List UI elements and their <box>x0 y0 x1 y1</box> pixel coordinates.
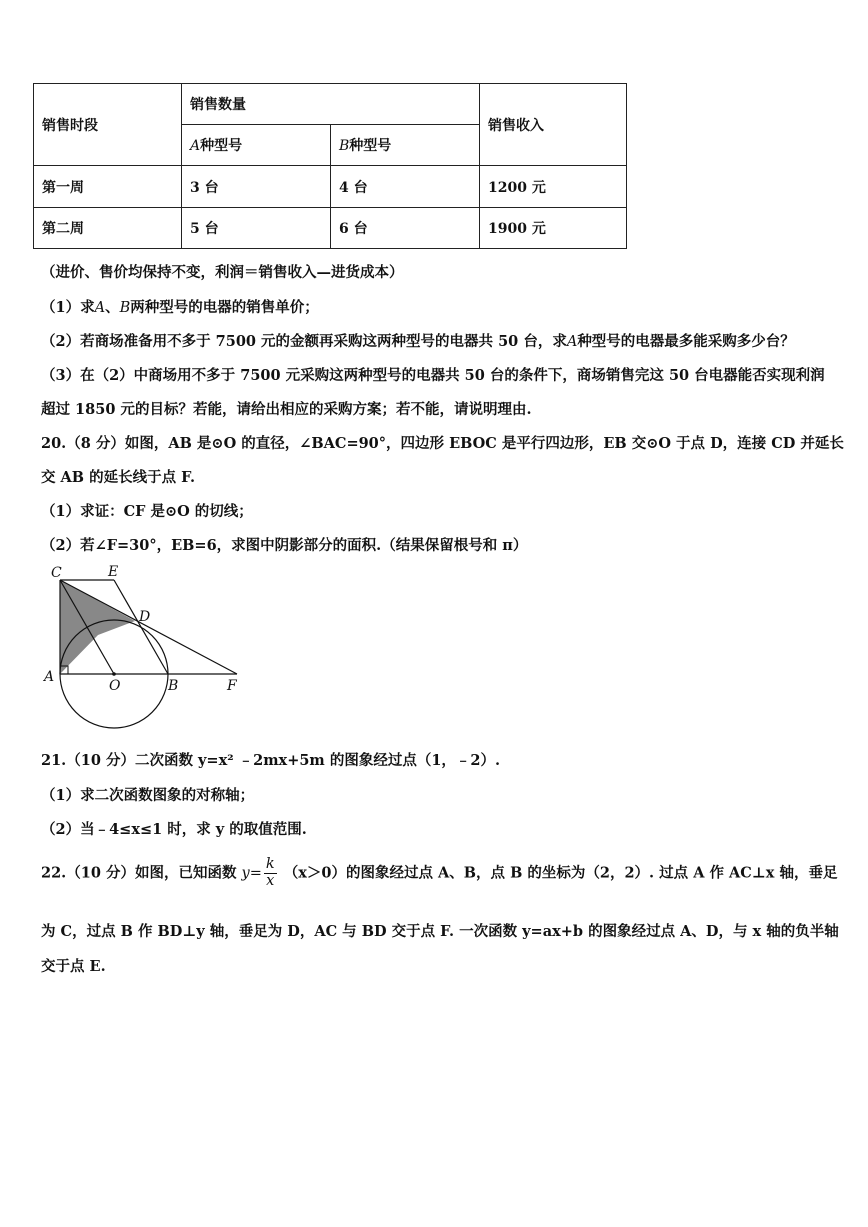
q20-stem-line2: 交 AB 的延长线于点 F. <box>41 469 196 486</box>
sales-table <box>33 83 627 249</box>
label-d: D <box>139 609 151 625</box>
q22-stem-line2: 为 C，过点 B 作 BD⊥y 轴，垂足为 D，AC 与 BD 交于点 F. 一次函数 y=ax+b 的图象经过点 A、D，与 x 轴的负半轴 <box>41 923 839 940</box>
fraction-k-over-x: $\frac{k}{x}$ <box>265 856 275 889</box>
cell-b: 6 台 <box>331 208 480 249</box>
q22-stem-line1: 22.（10 分）如图，已知函数 y= $\frac{k}{x}$ （x＞0）的图象经过点 A、B，点 B 的坐标为（2，2）. 过点 A 作 AC⊥x 轴，垂足 <box>41 856 838 889</box>
q19-part1: （1）求A、B两种型号的电器的销售单价； <box>41 299 319 316</box>
label-e: E <box>108 564 119 580</box>
cell-a: 5 台 <box>182 208 331 249</box>
label-a: A <box>44 669 55 685</box>
cell-b: 4 台 <box>331 166 480 208</box>
label-c: C <box>51 565 62 581</box>
q19-part3-line2: 超过 1850 元的目标？若能，请给出相应的采购方案；若不能，请说明理由. <box>41 401 532 418</box>
header-qty: 销售数量 <box>182 84 480 125</box>
q19-part3-line1: （3）在（2）中商场用不多于 7500 元采购这两种型号的电器共 50 台的条件下，商场销售完这 50 台电器能否实现利润 <box>41 367 825 384</box>
geometry-diagram <box>38 560 248 735</box>
cell-a: 3 台 <box>182 166 331 208</box>
label-b: B <box>168 678 179 694</box>
center-point <box>112 672 116 676</box>
q22-stem-line3: 交于点 E. <box>41 958 106 975</box>
header-type-a: A种型号 <box>182 125 331 166</box>
table-row <box>34 208 627 249</box>
header-type-b: B种型号 <box>331 125 480 166</box>
q21-part1: （1）求二次函数图象的对称轴； <box>41 787 255 804</box>
cell-income: 1200 元 <box>480 166 627 208</box>
cell-period: 第二周 <box>34 208 182 249</box>
label-f: F <box>227 678 237 694</box>
header-income: 销售收入 <box>480 84 627 166</box>
table-row <box>34 166 627 208</box>
header-period: 销售时段 <box>34 84 182 166</box>
q20-part2: （2）若∠F=30°，EB=6，求图中阴影部分的面积.（结果保留根号和 π） <box>41 537 528 554</box>
segment-eb <box>114 580 168 674</box>
cell-period: 第一周 <box>34 166 182 208</box>
q21-part2: （2）当﹣4≤x≤1 时，求 y 的取值范围. <box>41 821 307 838</box>
cell-income: 1900 元 <box>480 208 627 249</box>
label-o: O <box>109 678 121 694</box>
q19-note: （进价、售价均保持不变，利润＝销售收入—进货成本） <box>41 264 404 281</box>
shaded-region <box>60 580 135 674</box>
q19-part2: （2）若商场准备用不多于 7500 元的金额再采购这两种型号的电器共 50 台，求A种型号的电器最多能采购多少台？ <box>41 333 795 350</box>
q20-stem-line1: 20.（8 分）如图，AB 是⊙O 的直径，∠BAC=90°，四边形 EBOC 是平行四边形，EB 交⊙O 于点 D，连接 CD 并延长 <box>41 435 844 452</box>
q20-part1: （1）求证：CF 是⊙O 的切线； <box>41 503 253 520</box>
q21-stem: 21.（10 分）二次函数 y=x² ﹣2mx+5m 的图象经过点（1，﹣2）. <box>41 752 501 769</box>
